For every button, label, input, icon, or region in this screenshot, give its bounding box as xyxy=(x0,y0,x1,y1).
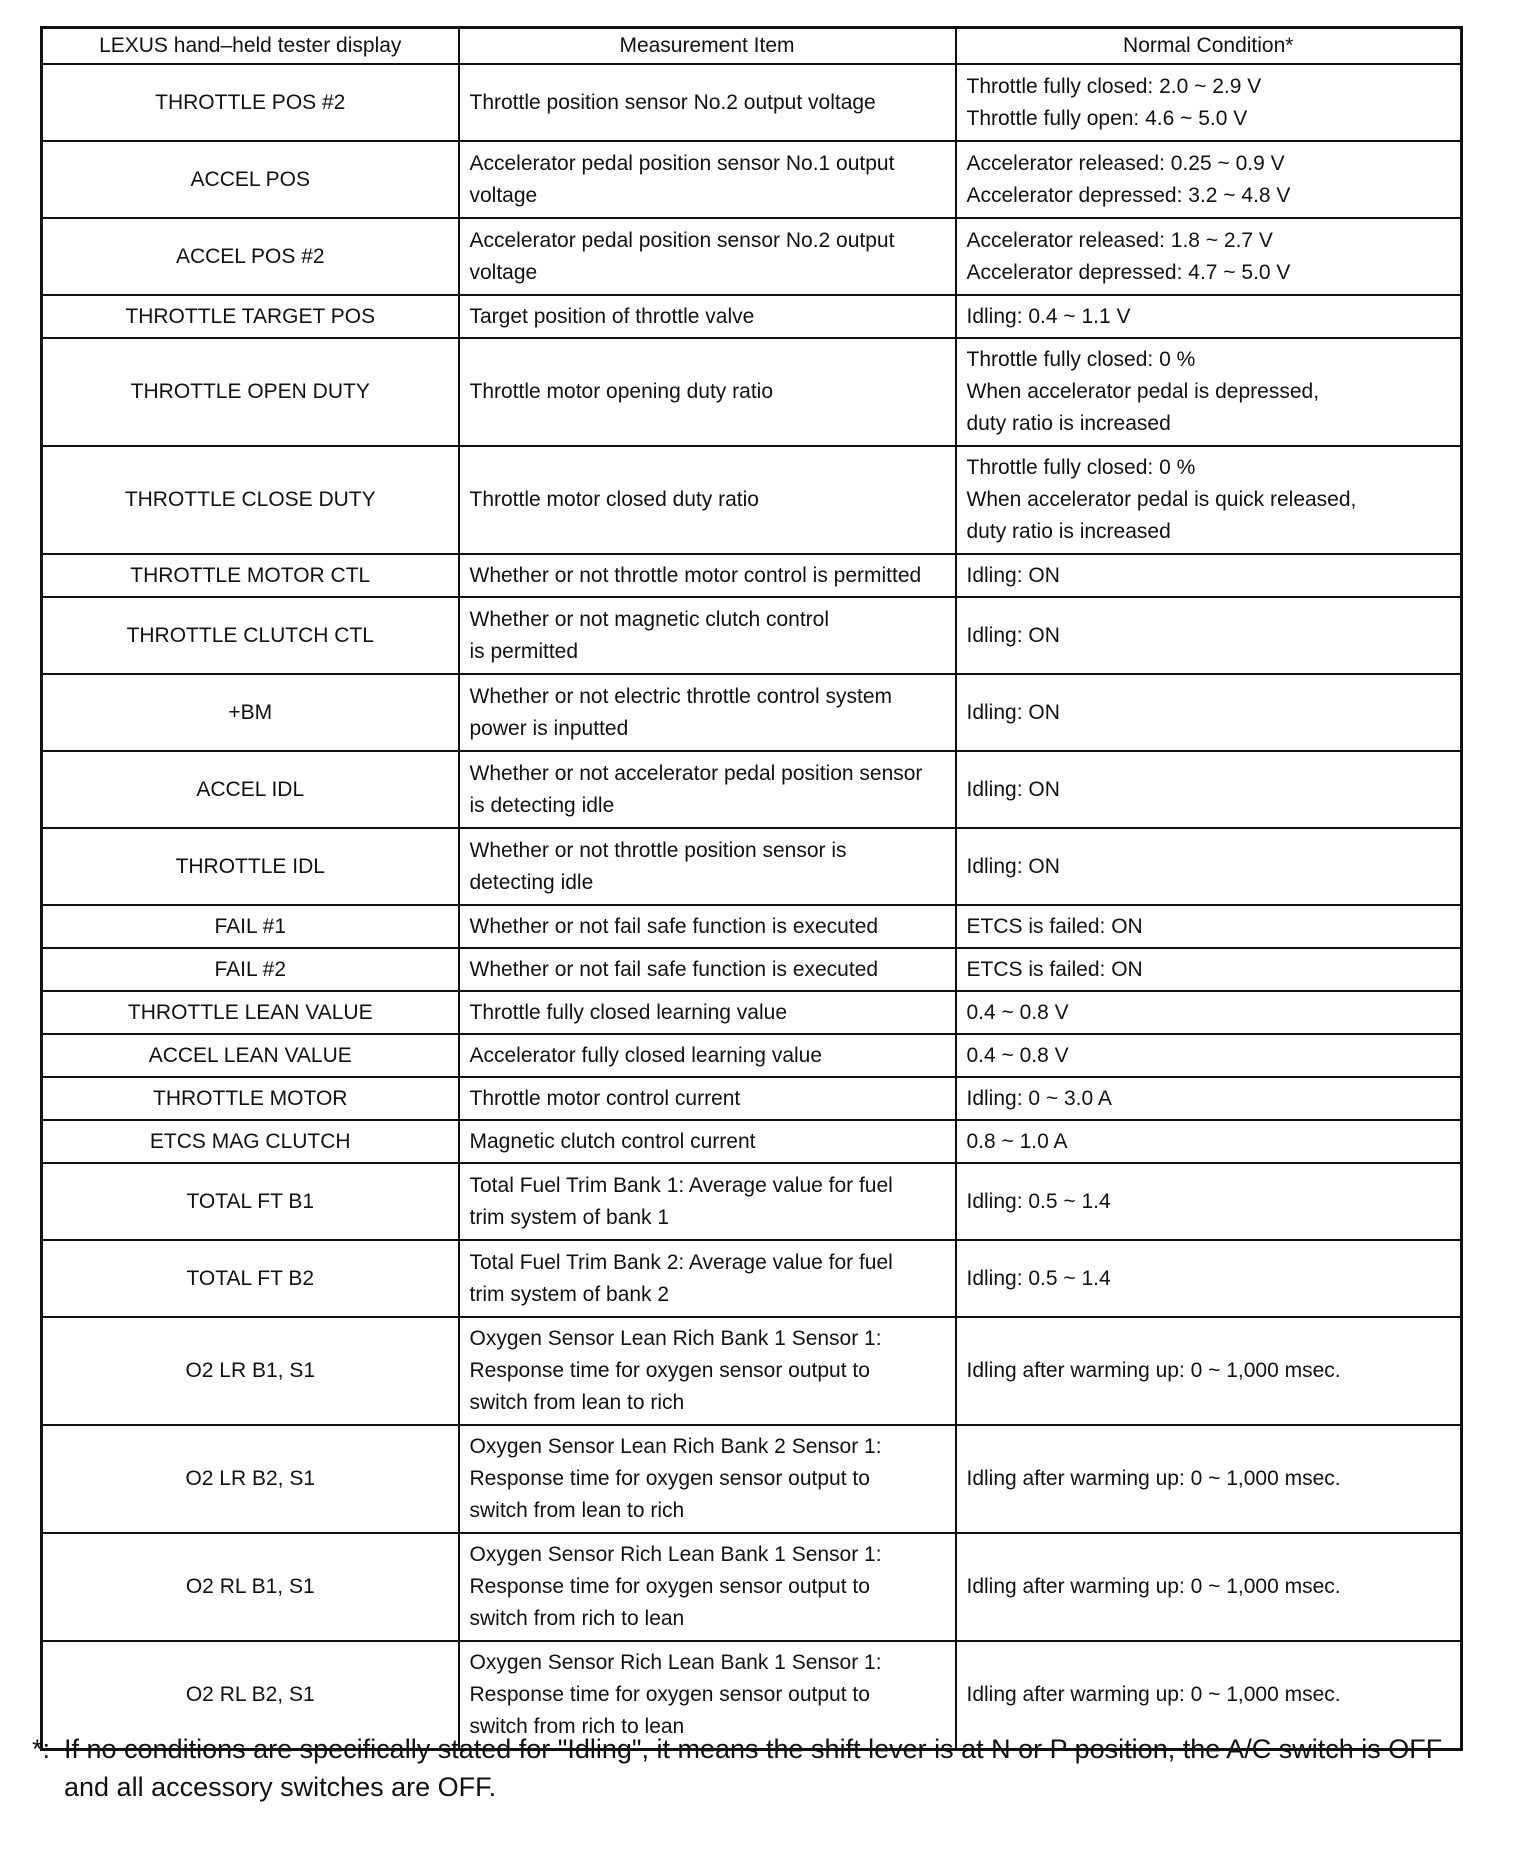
cell-measurement-item xyxy=(459,64,956,141)
table-row xyxy=(42,1240,1462,1317)
cell-normal-condition-line: Idling: 0.5 ~ 1.4 xyxy=(966,1266,1111,1290)
cell-measurement-item-line: Whether or not accelerator pedal position sensor xyxy=(469,761,923,785)
cell-normal-condition-line: 0.8 ~ 1.0 A xyxy=(966,1129,1068,1153)
table-row xyxy=(42,1425,1462,1533)
table-row xyxy=(42,1077,1462,1120)
table-row xyxy=(42,751,1462,828)
cell-normal-condition xyxy=(956,1163,1462,1240)
table-row xyxy=(42,1533,1462,1641)
cell-measurement-item xyxy=(459,991,956,1034)
cell-normal-condition xyxy=(956,1317,1462,1425)
cell-measurement-item xyxy=(459,295,956,338)
cell-normal-condition xyxy=(956,554,1462,597)
cell-normal-condition-line: Idling: ON xyxy=(966,623,1060,647)
cell-tester-display: O2 RL B2, S1 xyxy=(42,1641,459,1749)
cell-normal-condition-line: Idling after warming up: 0 ~ 1,000 msec. xyxy=(966,1467,1341,1490)
cell-normal-condition-line: 0.4 ~ 0.8 V xyxy=(966,1043,1069,1067)
table-row xyxy=(42,991,1462,1034)
cell-normal-condition xyxy=(956,1240,1462,1317)
cell-measurement-item-line: switch from lean to rich xyxy=(469,1499,685,1522)
cell-measurement-item xyxy=(459,905,956,948)
cell-normal-condition-line: Idling: ON xyxy=(966,854,1060,878)
table-row xyxy=(42,1317,1462,1425)
cell-measurement-item-line: Throttle fully closed learning value xyxy=(469,1000,788,1024)
cell-measurement-item-line: trim system of bank 2 xyxy=(469,1282,670,1306)
cell-measurement-item-line: Whether or not magnetic clutch control xyxy=(469,607,830,631)
cell-measurement-item-line: Response time for oxygen sensor output to xyxy=(469,1467,870,1490)
footnote-mark: *: xyxy=(32,1734,51,1764)
cell-measurement-item-line: Accelerator fully closed learning value xyxy=(469,1043,823,1067)
cell-tester-display: O2 LR B1, S1 xyxy=(42,1317,459,1425)
cell-normal-condition-line: Idling: ON xyxy=(966,777,1060,801)
cell-measurement-item-line: Oxygen Sensor Rich Lean Bank 1 Sensor 1: xyxy=(469,1543,882,1566)
cell-measurement-item-line: trim system of bank 1 xyxy=(469,1205,670,1229)
cell-tester-display: +BM xyxy=(42,674,459,751)
cell-measurement-item-line: power is inputted xyxy=(469,716,629,740)
cell-measurement-item-line: Whether or not electric throttle control system xyxy=(469,684,892,708)
cell-normal-condition-line: Idling after warming up: 0 ~ 1,000 msec. xyxy=(966,1575,1341,1598)
table-row xyxy=(42,1034,1462,1077)
cell-measurement-item-line: Magnetic clutch control current xyxy=(469,1129,756,1153)
cell-measurement-item-line: Oxygen Sensor Lean Rich Bank 2 Sensor 1: xyxy=(469,1435,882,1458)
table-row xyxy=(42,948,1462,991)
cell-normal-condition-line: Accelerator depressed: 3.2 ~ 4.8 V xyxy=(966,183,1291,207)
cell-tester-display: THROTTLE MOTOR CTL xyxy=(42,554,459,597)
cell-normal-condition xyxy=(956,446,1462,554)
cell-measurement-item xyxy=(459,948,956,991)
cell-normal-condition-line: ETCS is failed: ON xyxy=(966,957,1143,981)
cell-normal-condition xyxy=(956,905,1462,948)
cell-normal-condition-line: Accelerator released: 0.25 ~ 0.9 V xyxy=(966,151,1285,175)
cell-tester-display: TOTAL FT B2 xyxy=(42,1240,459,1317)
cell-measurement-item xyxy=(459,597,956,674)
cell-tester-display: O2 LR B2, S1 xyxy=(42,1425,459,1533)
cell-measurement-item-line: Total Fuel Trim Bank 2: Average value for fuel xyxy=(469,1250,893,1274)
cell-normal-condition-line: Throttle fully closed: 0 % xyxy=(966,456,1196,479)
cell-normal-condition xyxy=(956,1077,1462,1120)
header-tester-display: LEXUS hand–held tester display xyxy=(42,28,459,65)
cell-normal-condition xyxy=(956,948,1462,991)
cell-measurement-item-line: Whether or not fail safe function is executed xyxy=(469,914,879,938)
cell-normal-condition-line: Idling: 0.5 ~ 1.4 xyxy=(966,1189,1111,1213)
cell-measurement-item xyxy=(459,1077,956,1120)
cell-measurement-item xyxy=(459,1120,956,1163)
cell-normal-condition-line: Idling after warming up: 0 ~ 1,000 msec. xyxy=(966,1682,1341,1706)
cell-measurement-item-line: switch from rich to lean xyxy=(469,1714,685,1738)
cell-measurement-item-line: Whether or not throttle position sensor is xyxy=(469,838,847,862)
cell-normal-condition-line: duty ratio is increased xyxy=(966,412,1171,435)
cell-normal-condition-line: Idling: 0 ~ 3.0 A xyxy=(966,1086,1112,1110)
cell-normal-condition xyxy=(956,64,1462,141)
cell-normal-condition-line: When accelerator pedal is depressed, xyxy=(966,380,1320,403)
cell-normal-condition-line: Accelerator depressed: 4.7 ~ 5.0 V xyxy=(966,260,1291,284)
cell-normal-condition-line: 0.4 ~ 0.8 V xyxy=(966,1000,1069,1024)
table-row xyxy=(42,597,1462,674)
cell-measurement-item xyxy=(459,141,956,218)
cell-measurement-item-line: Accelerator pedal position sensor No.1 output xyxy=(469,151,895,175)
cell-measurement-item-line: Whether or not fail safe function is executed xyxy=(469,957,879,981)
cell-measurement-item xyxy=(459,554,956,597)
cell-measurement-item xyxy=(459,338,956,446)
table-row xyxy=(42,674,1462,751)
cell-measurement-item-line: Throttle motor opening duty ratio xyxy=(469,380,773,403)
cell-normal-condition-line: Idling after warming up: 0 ~ 1,000 msec. xyxy=(966,1359,1341,1382)
cell-measurement-item-line: Response time for oxygen sensor output to xyxy=(469,1682,870,1706)
cell-normal-condition xyxy=(956,751,1462,828)
table-row xyxy=(42,446,1462,554)
cell-tester-display: THROTTLE CLOSE DUTY xyxy=(42,446,459,554)
table-row xyxy=(42,218,1462,295)
table-row xyxy=(42,554,1462,597)
cell-measurement-item xyxy=(459,446,956,554)
table-row xyxy=(42,64,1462,141)
cell-measurement-item xyxy=(459,828,956,905)
cell-measurement-item-line: Throttle position sensor No.2 output voltage xyxy=(469,90,876,114)
cell-tester-display: THROTTLE IDL xyxy=(42,828,459,905)
cell-measurement-item-line: switch from rich to lean xyxy=(469,1607,685,1630)
cell-measurement-item-line: is permitted xyxy=(469,639,579,663)
cell-measurement-item-line: Throttle motor control current xyxy=(469,1086,741,1110)
cell-measurement-item-line: voltage xyxy=(469,183,538,207)
cell-normal-condition-line: Idling: ON xyxy=(966,563,1060,587)
cell-tester-display: ACCEL IDL xyxy=(42,751,459,828)
cell-normal-condition xyxy=(956,1120,1462,1163)
table-row xyxy=(42,905,1462,948)
cell-tester-display: THROTTLE TARGET POS xyxy=(42,295,459,338)
cell-measurement-item-line: Accelerator pedal position sensor No.2 output xyxy=(469,228,895,252)
table-row xyxy=(42,295,1462,338)
cell-normal-condition-line: Throttle fully open: 4.6 ~ 5.0 V xyxy=(966,106,1248,130)
table-header-row xyxy=(42,28,1462,65)
cell-normal-condition-line: duty ratio is increased xyxy=(966,520,1171,543)
cell-normal-condition xyxy=(956,1034,1462,1077)
cell-measurement-item-line: Response time for oxygen sensor output to xyxy=(469,1359,870,1382)
cell-tester-display: ACCEL POS #2 xyxy=(42,218,459,295)
cell-measurement-item-line: Response time for oxygen sensor output to xyxy=(469,1575,870,1598)
cell-normal-condition-line: Accelerator released: 1.8 ~ 2.7 V xyxy=(966,228,1273,252)
cell-measurement-item xyxy=(459,1425,956,1533)
cell-normal-condition xyxy=(956,295,1462,338)
cell-tester-display: FAIL #2 xyxy=(42,948,459,991)
cell-measurement-item xyxy=(459,751,956,828)
cell-measurement-item-line: voltage xyxy=(469,260,538,284)
cell-tester-display: ETCS MAG CLUTCH xyxy=(42,1120,459,1163)
cell-normal-condition-line: When accelerator pedal is quick released, xyxy=(966,488,1357,511)
cell-normal-condition xyxy=(956,141,1462,218)
table-row xyxy=(42,828,1462,905)
cell-measurement-item-line: is detecting idle xyxy=(469,793,615,817)
cell-tester-display: THROTTLE POS #2 xyxy=(42,64,459,141)
cell-measurement-item-line: Throttle motor closed duty ratio xyxy=(469,488,759,511)
cell-measurement-item-line: Whether or not throttle motor control is permitted xyxy=(469,563,922,587)
cell-normal-condition-line: Throttle fully closed: 0 % xyxy=(966,348,1196,371)
cell-normal-condition-line: ETCS is failed: ON xyxy=(966,914,1143,938)
cell-normal-condition-line: Idling: 0.4 ~ 1.1 V xyxy=(966,304,1131,328)
table-body xyxy=(42,64,1462,1749)
cell-tester-display: THROTTLE OPEN DUTY xyxy=(42,338,459,446)
cell-measurement-item-line: Target position of throttle valve xyxy=(469,304,755,328)
footnote-text: If no conditions are specifically stated for "Idling", it means the shift lever is at N or P position, the A/C switch is OFF and all accessory switches are OFF. xyxy=(64,1734,1443,1802)
tester-data-table xyxy=(40,26,1463,1751)
cell-normal-condition-line: Throttle fully closed: 2.0 ~ 2.9 V xyxy=(966,74,1262,98)
cell-tester-display: THROTTLE CLUTCH CTL xyxy=(42,597,459,674)
header-normal-condition: Normal Condition* xyxy=(956,28,1462,65)
cell-normal-condition xyxy=(956,674,1462,751)
table-row xyxy=(42,338,1462,446)
cell-tester-display: FAIL #1 xyxy=(42,905,459,948)
header-measurement-item: Measurement Item xyxy=(459,28,956,65)
cell-tester-display: THROTTLE MOTOR xyxy=(42,1077,459,1120)
cell-tester-display: O2 RL B1, S1 xyxy=(42,1533,459,1641)
cell-tester-display: ACCEL POS xyxy=(42,141,459,218)
cell-measurement-item xyxy=(459,218,956,295)
cell-measurement-item xyxy=(459,1240,956,1317)
table-row xyxy=(42,1120,1462,1163)
cell-measurement-item xyxy=(459,674,956,751)
cell-normal-condition xyxy=(956,597,1462,674)
cell-tester-display: ACCEL LEAN VALUE xyxy=(42,1034,459,1077)
cell-measurement-item-line: switch from lean to rich xyxy=(469,1391,685,1414)
cell-measurement-item xyxy=(459,1317,956,1425)
cell-normal-condition-line: Idling: ON xyxy=(966,700,1060,724)
cell-normal-condition xyxy=(956,218,1462,295)
cell-tester-display: TOTAL FT B1 xyxy=(42,1163,459,1240)
cell-normal-condition xyxy=(956,338,1462,446)
cell-normal-condition xyxy=(956,828,1462,905)
footnote xyxy=(28,1730,1478,1806)
cell-measurement-item xyxy=(459,1163,956,1240)
cell-measurement-item-line: detecting idle xyxy=(469,870,594,894)
cell-measurement-item-line: Total Fuel Trim Bank 1: Average value for fuel xyxy=(469,1173,893,1197)
table-row xyxy=(42,1163,1462,1240)
cell-measurement-item xyxy=(459,1533,956,1641)
cell-normal-condition xyxy=(956,1533,1462,1641)
cell-measurement-item-line: Oxygen Sensor Lean Rich Bank 1 Sensor 1: xyxy=(469,1327,882,1350)
cell-normal-condition xyxy=(956,991,1462,1034)
cell-tester-display: THROTTLE LEAN VALUE xyxy=(42,991,459,1034)
cell-measurement-item-line: Oxygen Sensor Rich Lean Bank 1 Sensor 1: xyxy=(469,1650,882,1674)
cell-normal-condition xyxy=(956,1425,1462,1533)
table-row xyxy=(42,141,1462,218)
cell-measurement-item xyxy=(459,1034,956,1077)
